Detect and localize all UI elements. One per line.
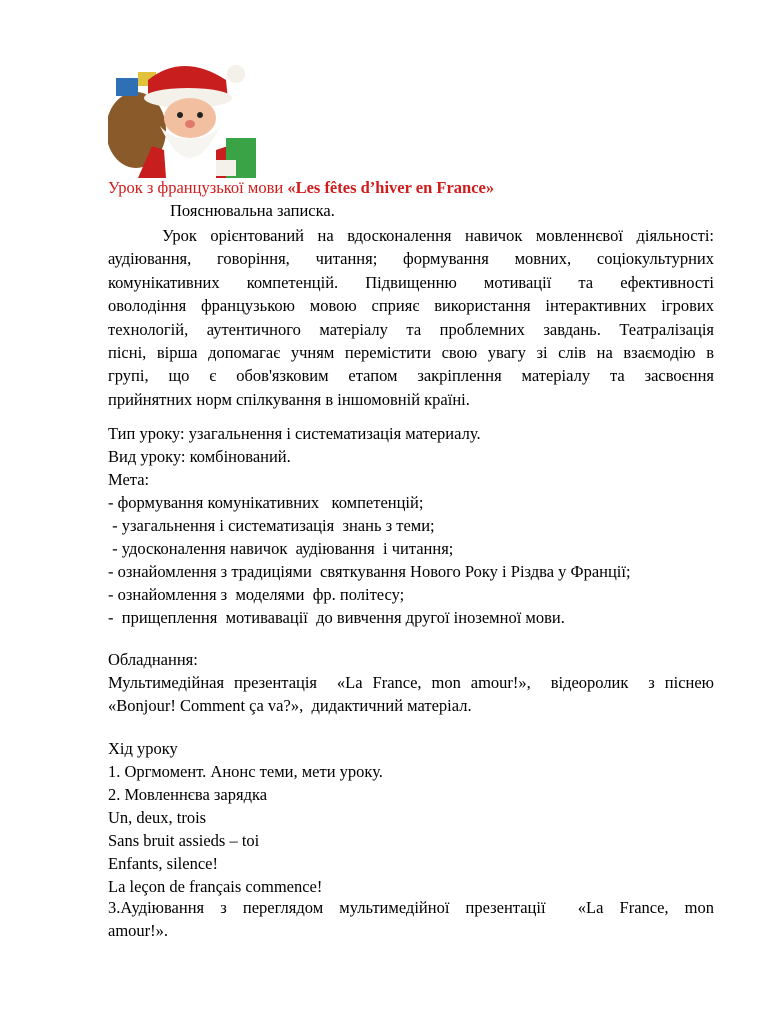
- paragraph-line: комунікативних компетенцій. Підвищенню мотивації та ефективності: [108, 272, 714, 292]
- course-step: 2. Мовленнєва зарядка: [108, 785, 268, 804]
- title-prefix: Урок з французької мови: [108, 178, 288, 197]
- paragraph-line: пісні, вірша допомагає учням перемістити свою увагу зі слів на взаємодію в: [108, 342, 714, 362]
- lesson-title: [108, 178, 494, 198]
- poem-line: La leçon de français commence!: [108, 877, 323, 896]
- lesson-type: Тип уроку: узагальнення і систематизація материалу.: [108, 424, 481, 443]
- poem-line: Un, deux, trois: [108, 808, 207, 827]
- equipment-line: «Bonjour! Comment ça va?», дидактичний матеріал.: [108, 696, 472, 715]
- paragraph-line: аудіювання, говоріння, читання; формування мовних, соціокультурних: [108, 249, 714, 269]
- poem-line: Enfants, silence!: [108, 854, 218, 873]
- title-french: «Les fêtes d’hiver en France»: [287, 178, 495, 197]
- course-step: 3.Аудіювання з переглядом мультимедійної презентації «La France, mon: [108, 898, 714, 917]
- goal-item: - прищеплення мотивавації до вивчення другої іноземної мови.: [108, 608, 565, 627]
- course-step: 1. Оргмомент. Анонс теми, мети уроку.: [108, 762, 383, 781]
- paragraph-line: Урок орієнтований на вдосконалення навичок мовленнєвої діяльності:: [108, 226, 714, 245]
- paragraph-line: групі, що є обов'язковим етапом закріплення матеріалу та засвоєння: [108, 366, 714, 386]
- goal-item: - удосконалення навичок аудіювання і читання;: [108, 539, 454, 558]
- goal-item: - ознайомлення з моделями фр. політесу;: [108, 585, 405, 604]
- goal-item: - формування комунікативних компетенцій;: [108, 493, 424, 512]
- paragraph-line: прийнятних норм спілкування в іншомовній країні.: [108, 389, 470, 409]
- explanatory-note-heading: Пояснювальна записка.: [170, 201, 335, 220]
- explanatory-paragraph: [108, 224, 714, 411]
- paragraph-line: оволодіння французькою мовою сприяє використання інтерактивних ігрових: [108, 296, 714, 316]
- equipment-line: Мультимедійная презентація «La France, mon amour!», відеоролик з пiснею: [108, 673, 714, 692]
- santa-claus-image: [108, 60, 262, 178]
- paragraph-line: технологій, аутентичного матеріалу та проблемних завдань. Театралізація: [108, 319, 714, 339]
- goal-label: Мета:: [108, 470, 150, 489]
- equipment-label: Обладнання:: [108, 650, 198, 669]
- goal-item: - узагальнення і систематизація знань з теми;: [108, 516, 435, 535]
- lesson-kind: Вид уроку: комбінований.: [108, 447, 291, 466]
- poem-line: Sans bruit assieds – toi: [108, 831, 260, 850]
- course-heading: Хід уроку: [108, 739, 178, 758]
- course-step-continuation: amour!».: [108, 921, 169, 940]
- goal-item: - ознайомлення з традиціями святкування Нового Року і Різдва у Франції;: [108, 562, 631, 581]
